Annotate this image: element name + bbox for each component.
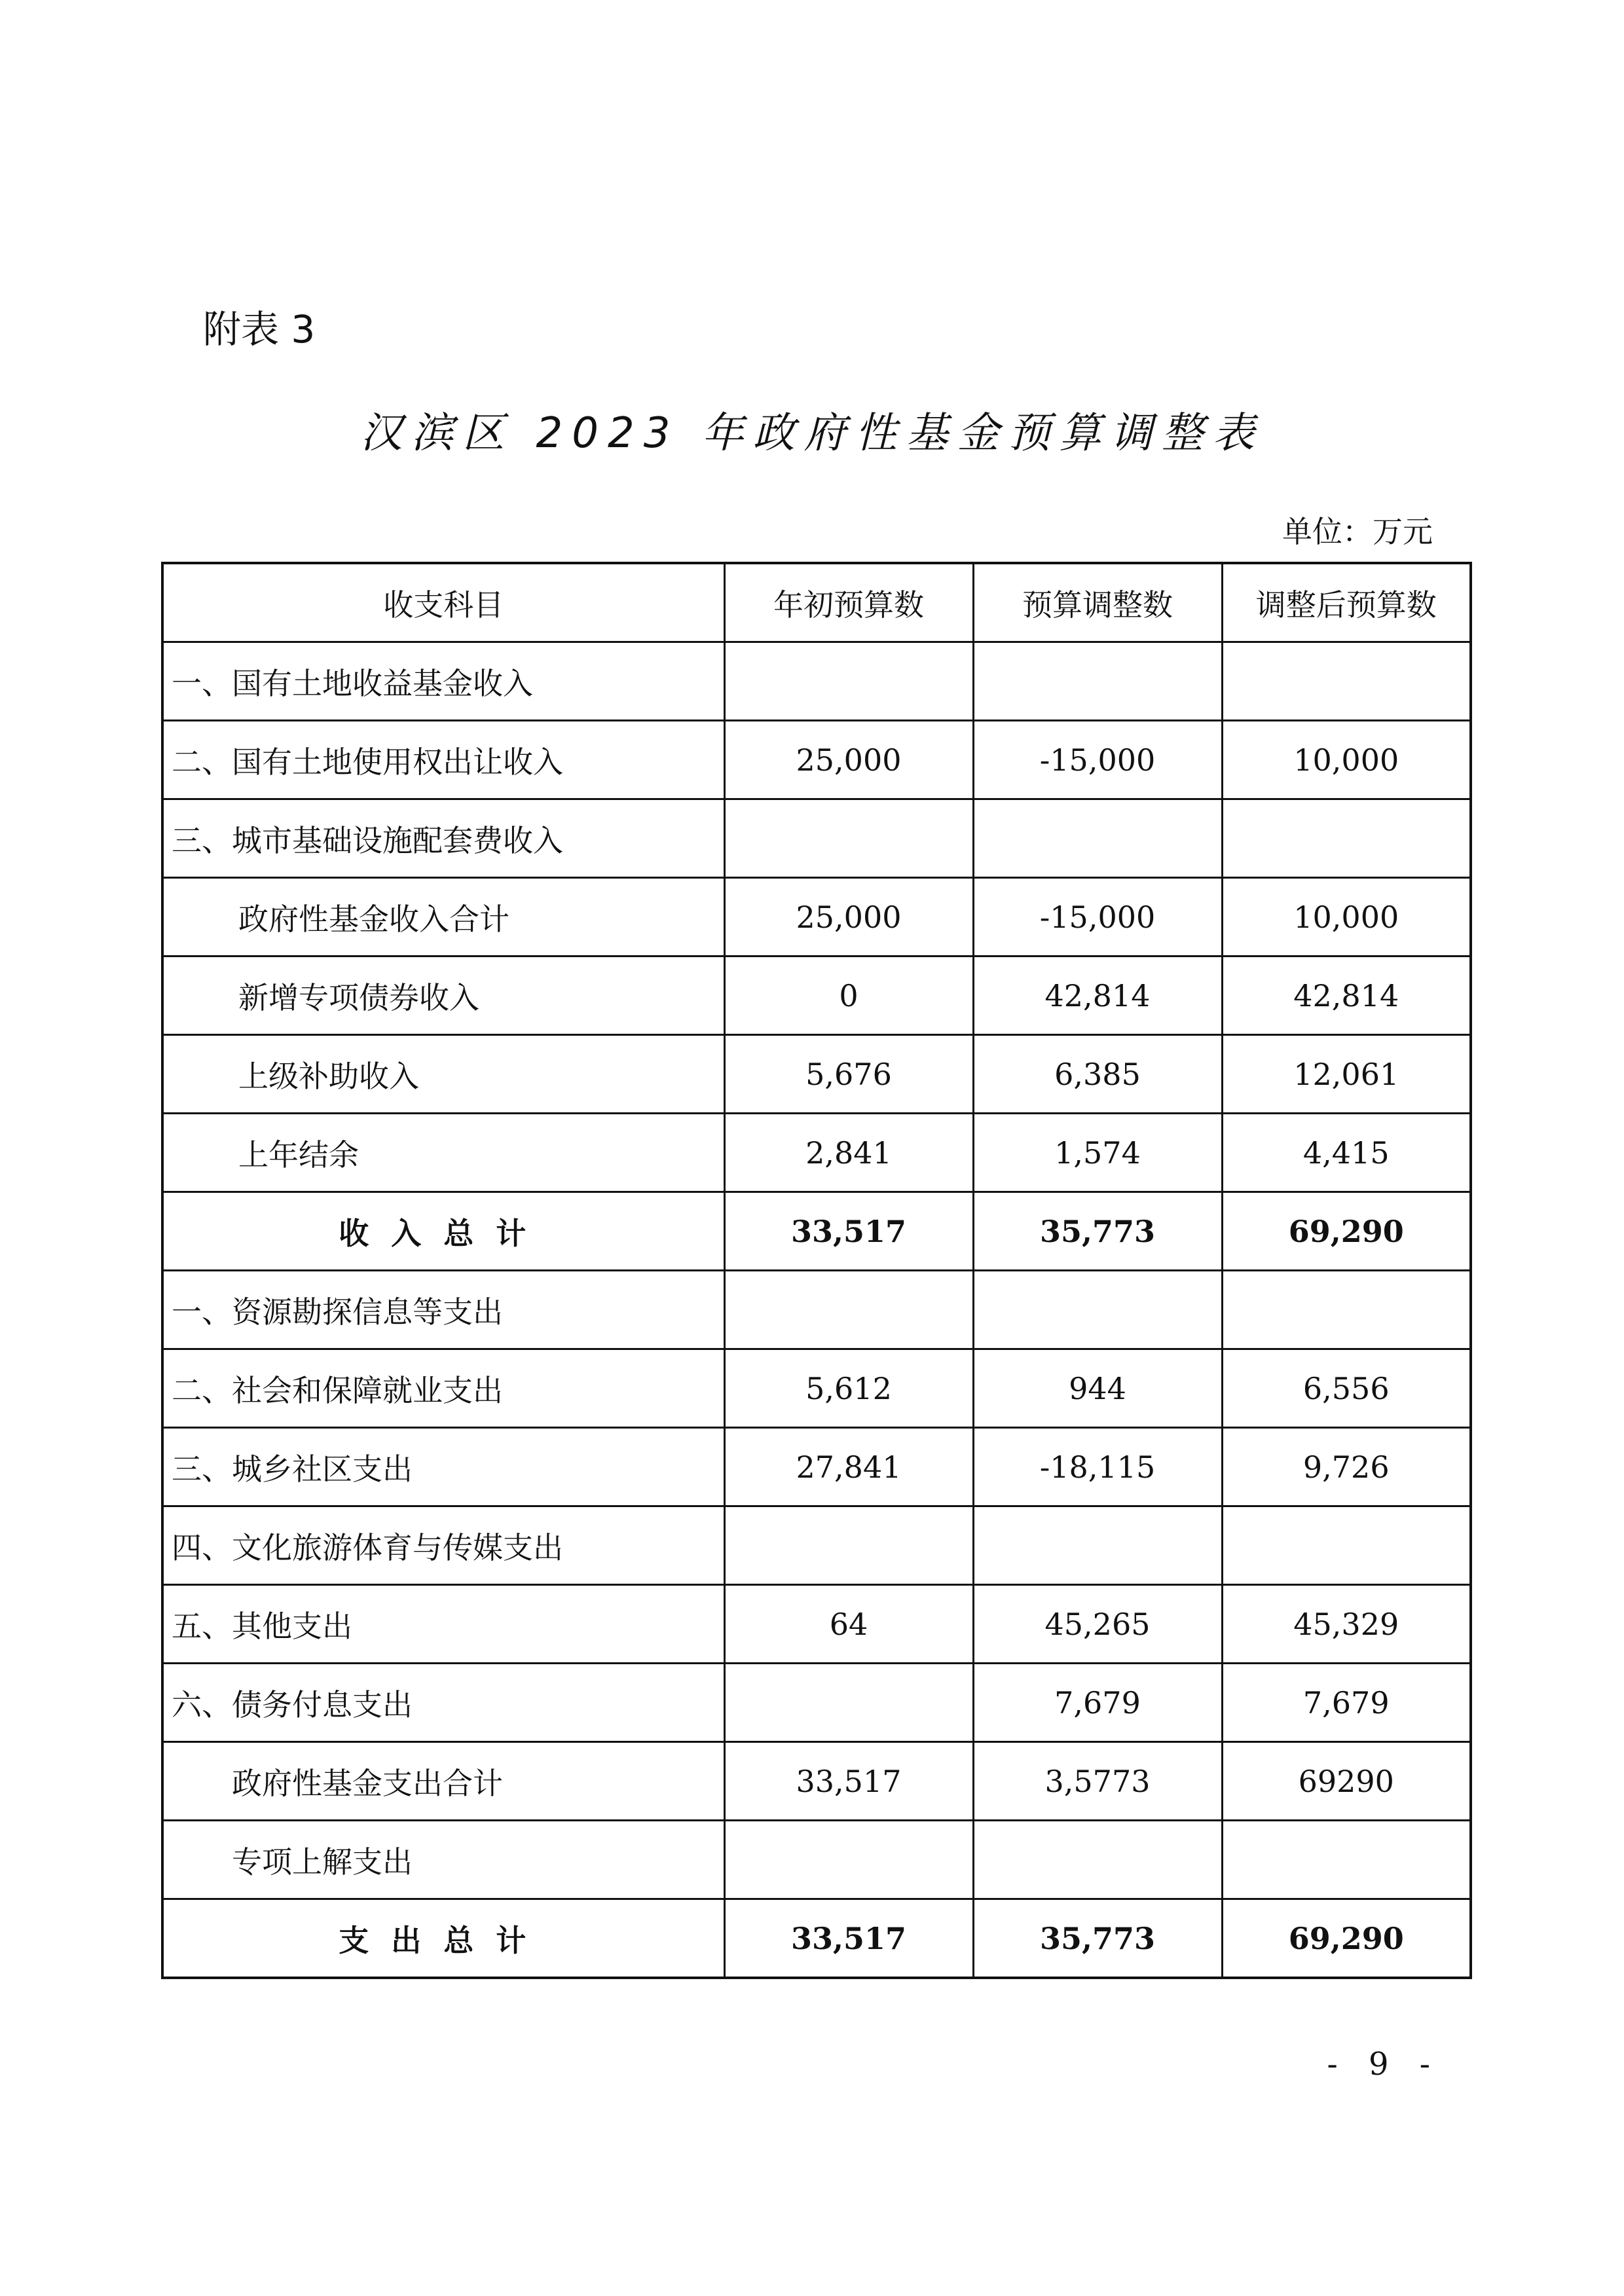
row-initial-value: 5,676 (724, 1035, 973, 1114)
row-initial-value: 33,517 (724, 1899, 973, 1978)
column-header-adjustment: 预算调整数 (973, 563, 1222, 642)
row-initial-value (724, 1821, 973, 1899)
row-item-name: 五、其他支出 (162, 1585, 724, 1664)
row-adjusted-value (1222, 1506, 1471, 1585)
row-initial-value (724, 642, 973, 721)
table-row (162, 957, 1471, 1035)
row-adjusted-value: 4,415 (1222, 1114, 1471, 1192)
row-adjustment-value: 35,773 (973, 1899, 1222, 1978)
row-adjustment-value (973, 1506, 1222, 1585)
row-adjusted-value: 69290 (1222, 1742, 1471, 1821)
table-row (162, 1114, 1471, 1192)
table-row (162, 878, 1471, 957)
expenditure-total-row (162, 1899, 1471, 1978)
row-adjusted-value: 6,556 (1222, 1349, 1471, 1428)
appendix-label: 附表 3 (203, 307, 316, 352)
row-item-name: 四、文化旅游体育与传媒支出 (162, 1506, 724, 1585)
row-item-name: 三、城乡社区支出 (162, 1428, 724, 1506)
row-initial-value: 25,000 (724, 721, 973, 799)
row-adjustment-value: 45,265 (973, 1585, 1222, 1664)
row-initial-value (724, 799, 973, 878)
budget-table (161, 562, 1472, 1979)
row-initial-value: 0 (724, 957, 973, 1035)
row-adjustment-value: 944 (973, 1349, 1222, 1428)
row-adjusted-value: 10,000 (1222, 721, 1471, 799)
row-initial-value: 64 (724, 1585, 973, 1664)
row-initial-value (724, 1506, 973, 1585)
row-item-name: 上级补助收入 (162, 1035, 724, 1114)
row-adjustment-value: 6,385 (973, 1035, 1222, 1114)
table-row (162, 799, 1471, 878)
row-adjusted-value: 12,061 (1222, 1035, 1471, 1114)
row-adjustment-value (973, 642, 1222, 721)
row-initial-value: 25,000 (724, 878, 973, 957)
row-adjusted-value (1222, 642, 1471, 721)
table-row (162, 1271, 1471, 1349)
row-item-name: 一、资源勘探信息等支出 (162, 1271, 724, 1349)
table-row (162, 1506, 1471, 1585)
table-row (162, 1742, 1471, 1821)
row-item-name: 一、国有土地收益基金收入 (162, 642, 724, 721)
table-row (162, 1035, 1471, 1114)
row-adjustment-value: 3,5773 (973, 1742, 1222, 1821)
row-adjustment-value: -15,000 (973, 721, 1222, 799)
row-initial-value (724, 1271, 973, 1349)
row-initial-value: 2,841 (724, 1114, 973, 1192)
row-adjustment-value: 42,814 (973, 957, 1222, 1035)
table-row (162, 1821, 1471, 1899)
row-adjustment-value: 35,773 (973, 1192, 1222, 1271)
row-adjusted-value: 7,679 (1222, 1664, 1471, 1742)
row-item-name: 二、社会和保障就业支出 (162, 1349, 724, 1428)
column-header-initial: 年初预算数 (724, 563, 973, 642)
table-row (162, 721, 1471, 799)
column-header-item: 收支科目 (162, 563, 724, 642)
row-initial-value: 33,517 (724, 1742, 973, 1821)
row-item-name: 上年结余 (162, 1114, 724, 1192)
income-total-row (162, 1192, 1471, 1271)
row-adjustment-value: 7,679 (973, 1664, 1222, 1742)
row-adjusted-value (1222, 799, 1471, 878)
row-item-name: 政府性基金支出合计 (162, 1742, 724, 1821)
row-adjusted-value (1222, 1821, 1471, 1899)
table-header-row (162, 563, 1471, 642)
row-initial-value: 5,612 (724, 1349, 973, 1428)
row-adjustment-value (973, 1271, 1222, 1349)
table-row (162, 1664, 1471, 1742)
row-initial-value (724, 1664, 973, 1742)
table-row (162, 1428, 1471, 1506)
row-adjusted-value (1222, 1271, 1471, 1349)
row-item-name: 支出总计 (162, 1899, 724, 1978)
row-adjustment-value (973, 1821, 1222, 1899)
row-item-name: 新增专项债券收入 (162, 957, 724, 1035)
row-item-name: 专项上解支出 (162, 1821, 724, 1899)
row-adjustment-value: -18,115 (973, 1428, 1222, 1506)
row-adjustment-value: 1,574 (973, 1114, 1222, 1192)
row-adjusted-value: 10,000 (1222, 878, 1471, 957)
unit-label: 单位：万元 (1282, 514, 1433, 549)
row-adjusted-value: 42,814 (1222, 957, 1471, 1035)
page-title: 汉滨区 2023 年政府性基金预算调整表 (360, 409, 1264, 458)
row-item-name: 二、国有土地使用权出让收入 (162, 721, 724, 799)
row-item-name: 收入总计 (162, 1192, 724, 1271)
row-adjusted-value: 45,329 (1222, 1585, 1471, 1664)
row-adjusted-value: 69,290 (1222, 1899, 1471, 1978)
table-row (162, 642, 1471, 721)
row-initial-value: 33,517 (724, 1192, 973, 1271)
row-item-name: 六、债务付息支出 (162, 1664, 724, 1742)
column-header-adjusted: 调整后预算数 (1222, 563, 1471, 642)
table-row (162, 1585, 1471, 1664)
row-item-name: 政府性基金收入合计 (162, 878, 724, 957)
page-number: - 9 - (1327, 2046, 1441, 2083)
row-adjusted-value: 69,290 (1222, 1192, 1471, 1271)
row-initial-value: 27,841 (724, 1428, 973, 1506)
table-row (162, 1349, 1471, 1428)
row-adjusted-value: 9,726 (1222, 1428, 1471, 1506)
row-item-name: 三、城市基础设施配套费收入 (162, 799, 724, 878)
row-adjustment-value: -15,000 (973, 878, 1222, 957)
row-adjustment-value (973, 799, 1222, 878)
